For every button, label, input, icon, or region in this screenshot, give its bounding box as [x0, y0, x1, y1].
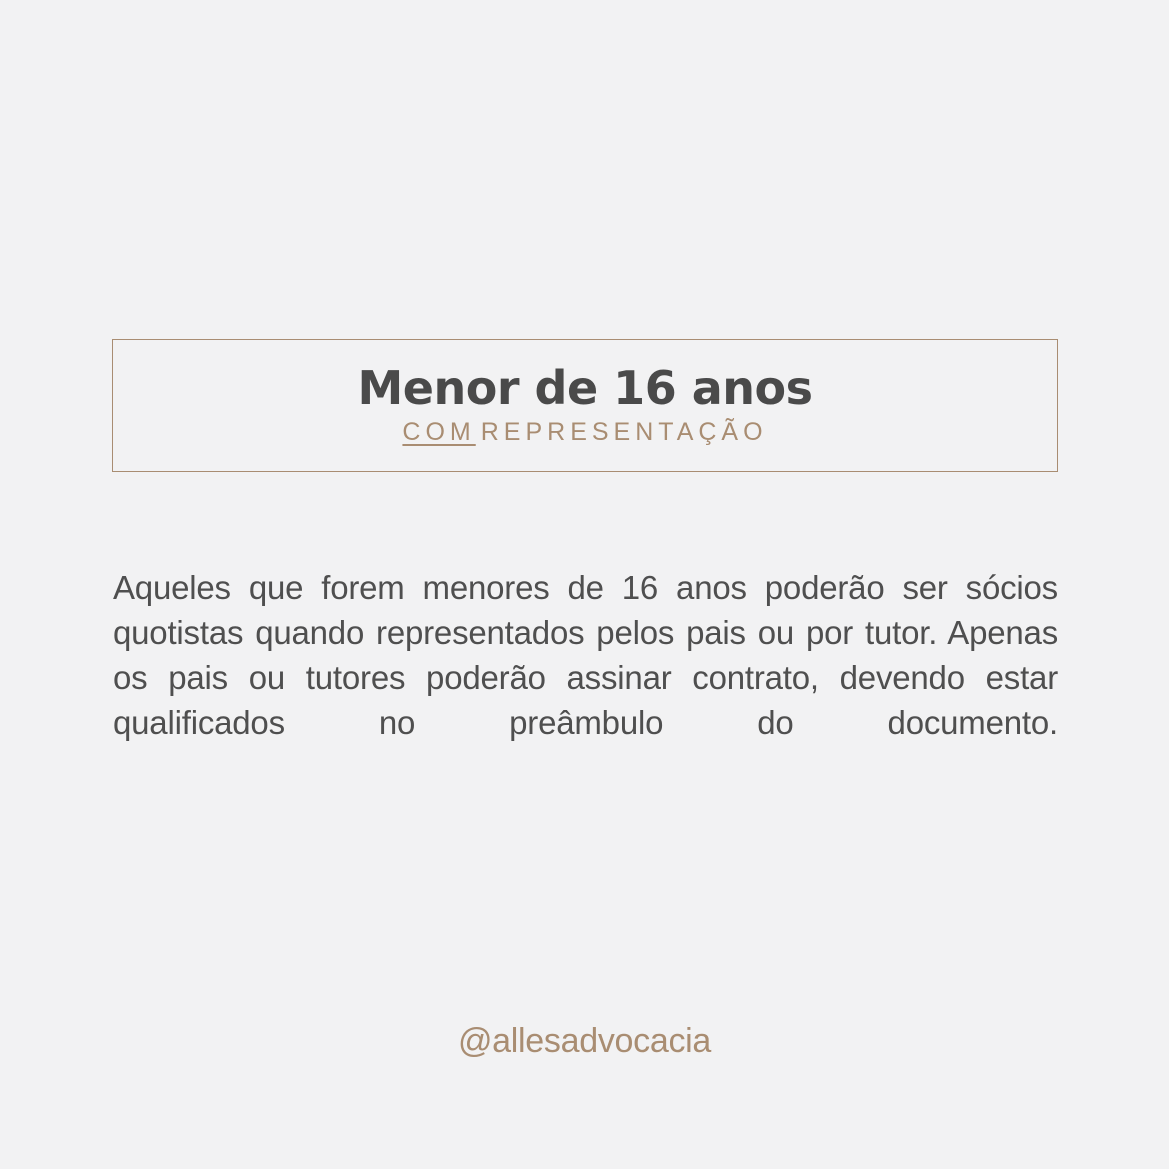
title-frame	[112, 339, 1058, 472]
page-subtitle	[402, 418, 767, 447]
page-subtitle-lead: COM	[402, 418, 476, 447]
page-title: Menor de 16 anos	[357, 360, 813, 415]
page-subtitle-rest: REPRESENTAÇÃO	[480, 418, 768, 447]
social-handle: @allesadvocacia	[457, 1022, 712, 1060]
body-paragraph: Aqueles que forem menores de 16 anos poderão ser sócios quotistas quando representados pelos pais ou por tutor. Apenas os pais ou tutores poderão assinar contrato, devendo estar qualificados no preâmbulo do documento.	[113, 569, 1058, 741]
